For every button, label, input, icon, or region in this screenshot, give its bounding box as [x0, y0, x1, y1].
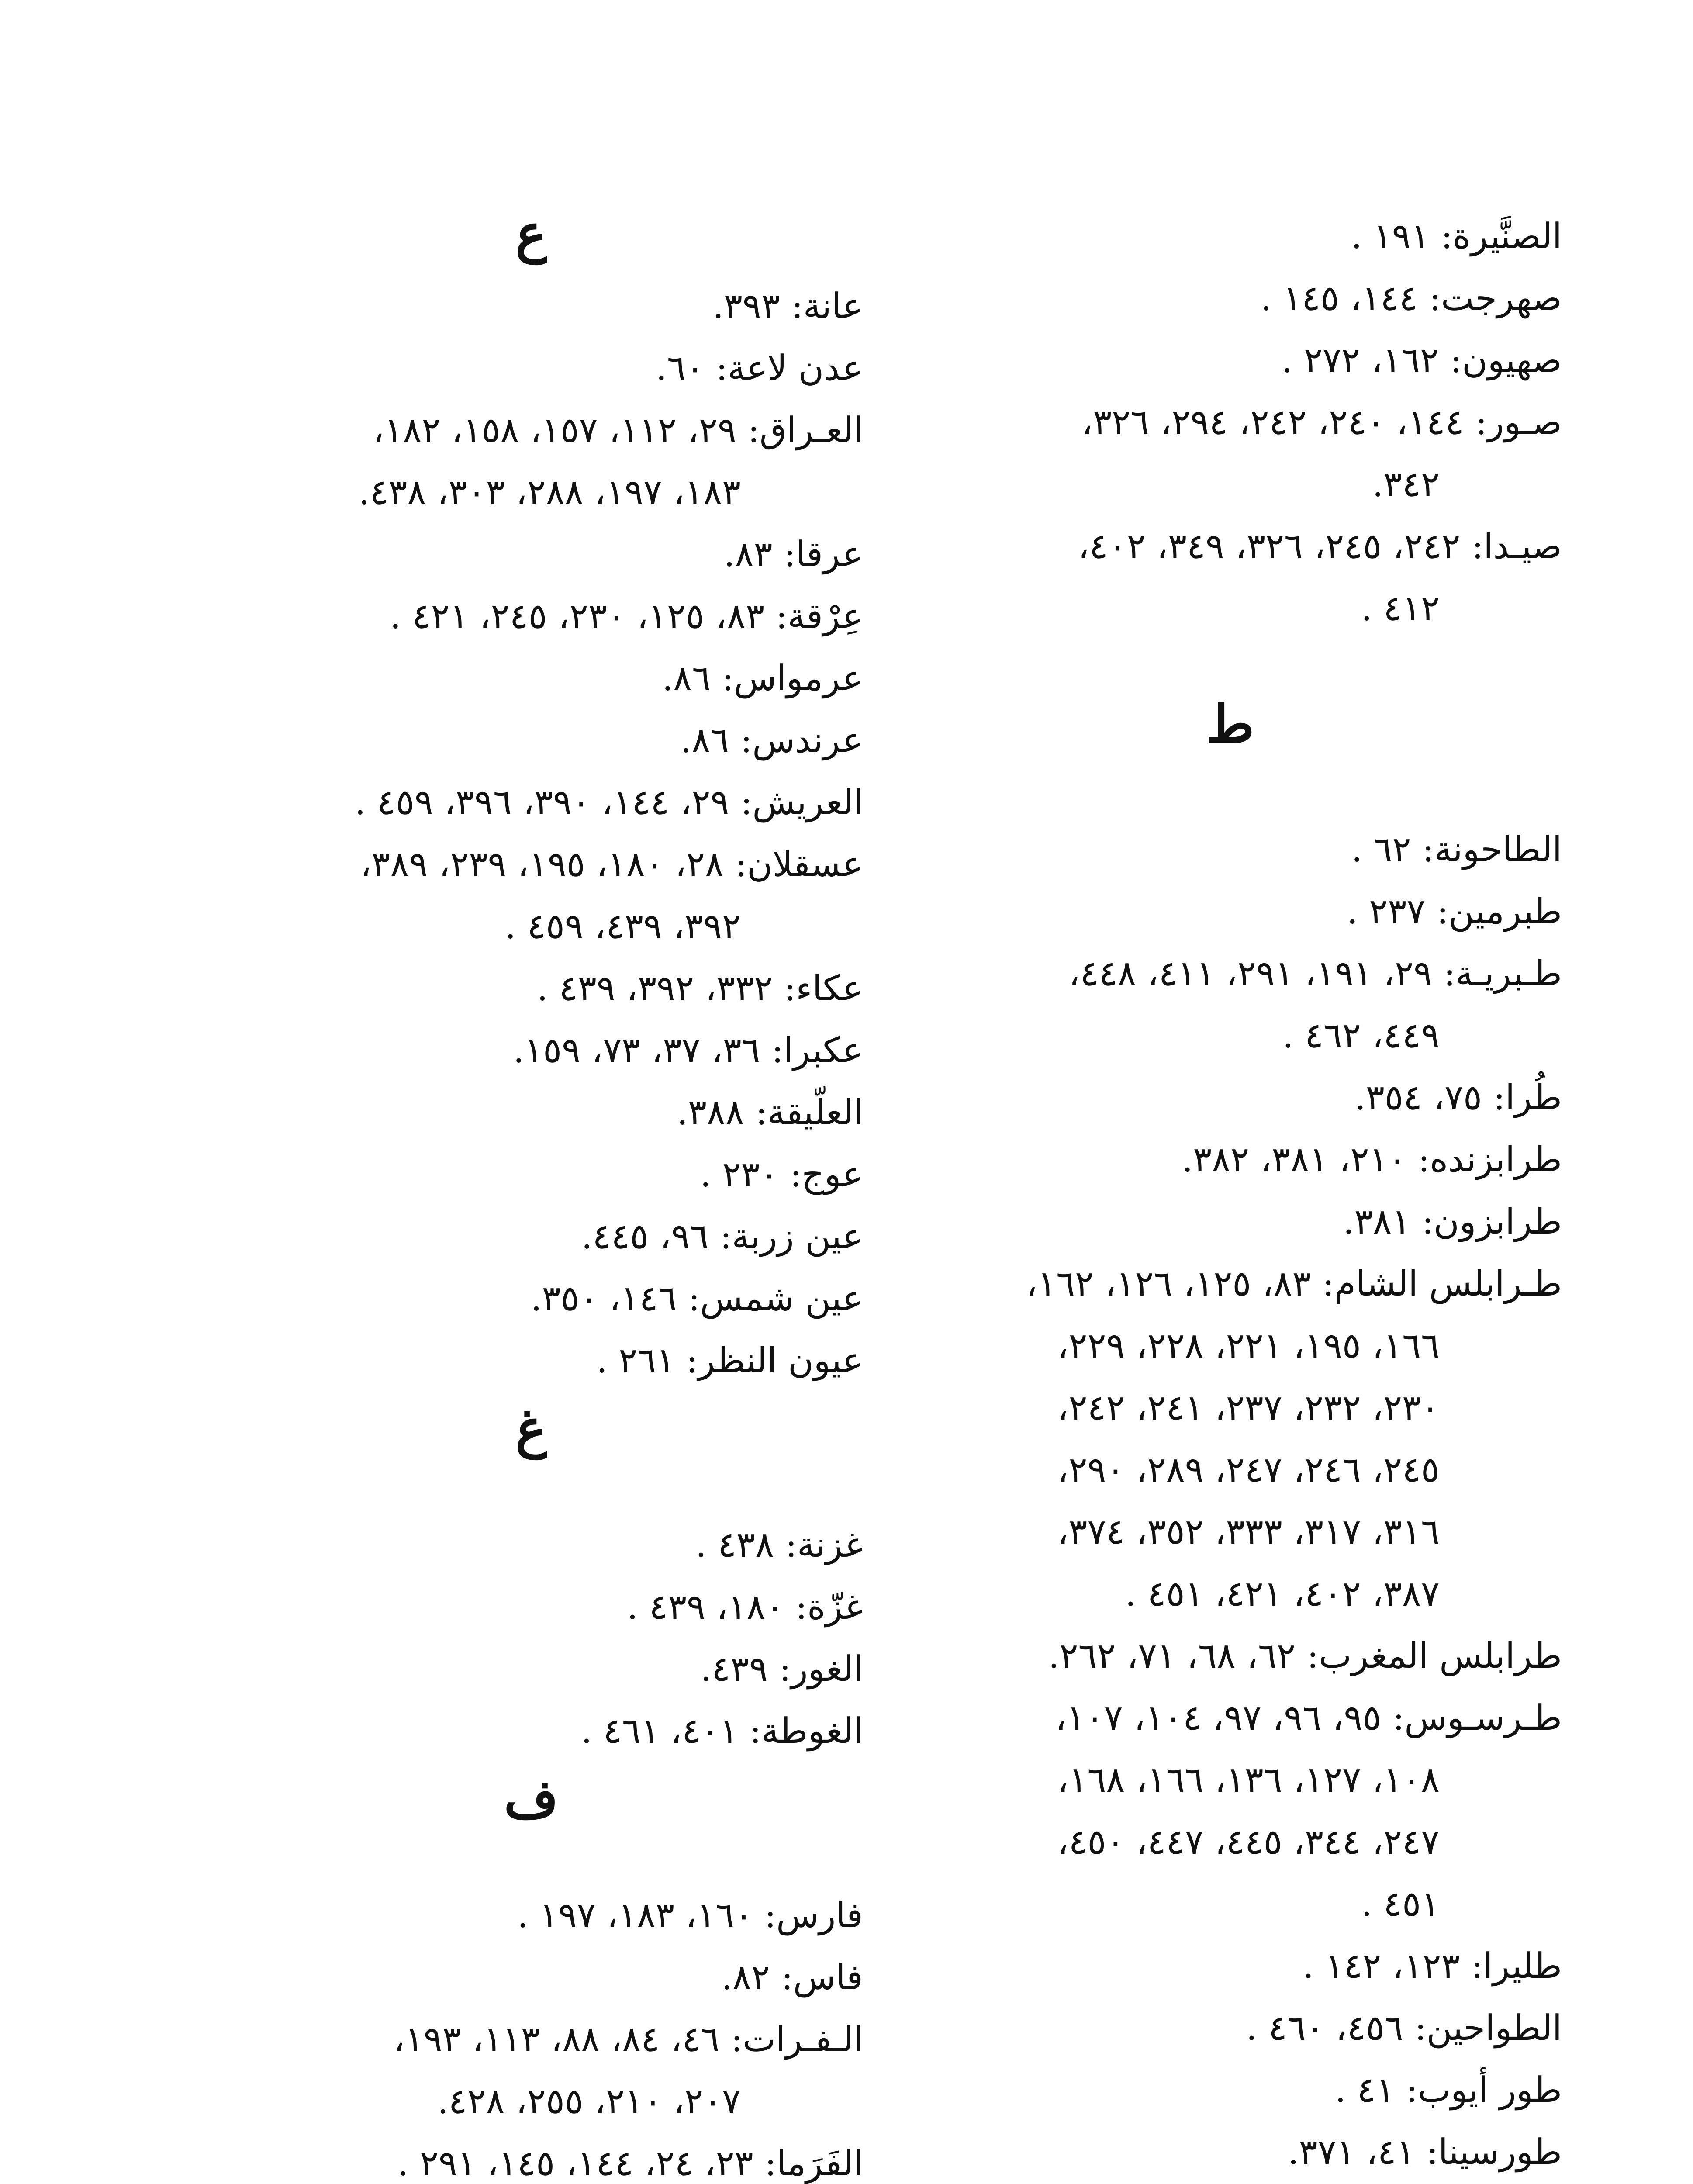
place-name: طليرا:	[1471, 1946, 1562, 1986]
page-references: ٣٨١.	[1343, 1201, 1411, 1242]
index-entry	[898, 1253, 1562, 1315]
section-letter: ط	[1206, 694, 1254, 755]
page-references: ٤٠١، ٤٦١ .	[581, 1711, 738, 1751]
index-entry	[898, 819, 1562, 881]
page-references-continued: ٤١٢ .	[1361, 588, 1440, 629]
page-references: ١٤٤، ١٤٥ .	[1261, 278, 1418, 318]
place-name: الغور:	[779, 1648, 863, 1689]
place-name: العريش:	[740, 782, 863, 822]
index-entry	[898, 1687, 1562, 1749]
place-name: عسقلان:	[735, 844, 863, 885]
page-references: ٤٦، ٨٤، ٨٨، ١١٣، ١٩٣،	[393, 2019, 720, 2060]
index-entry	[199, 1576, 863, 1638]
page-references: ٤١ .	[1335, 2070, 1395, 2110]
place-name: طـبريـة:	[1444, 953, 1562, 994]
place-name: عوج:	[790, 1154, 863, 1195]
index-entry	[199, 2008, 863, 2070]
place-name: عرندس:	[740, 720, 863, 760]
page-references: ٨٣.	[724, 534, 773, 574]
page-references: ٢٣٠ .	[700, 1154, 779, 1195]
page-references: ٣٣٢، ٣٩٢، ٤٣٩ .	[537, 968, 773, 1009]
page-references: ٣٨٨.	[677, 1092, 744, 1133]
index-entry	[898, 2121, 1562, 2183]
index-entry	[199, 833, 863, 895]
place-name: طـرابلس الشام:	[1322, 1263, 1562, 1304]
index-entry	[199, 585, 863, 647]
place-name: عكاء:	[784, 968, 863, 1009]
page-references-continued: ١٦٦، ١٩٥، ٢٢١، ٢٢٨، ٢٢٩، ٢٣٠، ٢٣٢، ٢٣٧، ٢٤١، ٢٤٢، ٢٤٥، ٢٤٦، ٢٤٧، ٢٨٩، ٢٩٠، ٣١٦، ٣١٧، ٣٣٣، ٣٥٢، ٣٧٤، ٣٨٧، ٤٠٢، ٤٢١، ٤٥١ .	[1057, 1325, 1440, 1614]
index-entry	[199, 1144, 863, 1206]
page-references: ٩٥، ٩٦، ٩٧، ١٠٤، ١٠٧،	[1055, 1697, 1382, 1738]
page-references: ٢٣٧ .	[1347, 891, 1426, 932]
index-entry	[199, 1884, 863, 1946]
page-references: ١٤٦، ٣٥٠.	[531, 1278, 677, 1319]
page-references-continued: ٣٩٢، ٤٣٩، ٤٥٩ .	[504, 906, 741, 947]
index-entry	[199, 647, 863, 709]
page-references-continued: ٣٤٢.	[1372, 464, 1440, 505]
index-entry	[199, 275, 863, 337]
place-name: الفَرَما:	[764, 2143, 863, 2184]
index-entry	[199, 709, 863, 771]
place-name: عين شمس:	[688, 1278, 863, 1319]
place-name: غزّة:	[795, 1586, 863, 1627]
place-name: عيون النظر:	[686, 1340, 863, 1381]
section-letter: ع	[515, 203, 547, 264]
page-references: ٦٠.	[656, 348, 705, 388]
page-references: ٤٣٩.	[700, 1648, 768, 1689]
left-column	[199, 205, 863, 2184]
place-name: عرقا:	[784, 534, 863, 574]
index-entry	[199, 1019, 863, 1082]
index-entry	[199, 399, 863, 461]
page-references: ٨٢.	[721, 1957, 770, 1997]
page-references: ٧٥، ٣٥٤.	[1354, 1077, 1482, 1118]
page-references: ٢٩، ١١٢، ١٥٧، ١٥٨، ١٨٢،	[373, 410, 736, 450]
index-entry	[898, 329, 1562, 391]
index-entry	[199, 337, 863, 399]
page-references: ٤٣٨ .	[695, 1524, 774, 1565]
index-entry	[898, 1129, 1562, 1191]
page-references: ٨٣، ١٢٥، ٢٣٠، ٢٤٥، ٤٢١ .	[390, 596, 765, 636]
index-entry	[898, 943, 1562, 1005]
index-entry	[898, 515, 1562, 577]
index-entry	[898, 1997, 1562, 2059]
place-name: عرمواس:	[722, 658, 863, 698]
place-name: طرابزنده:	[1418, 1139, 1562, 1180]
page-references: ٦٢، ٦٨، ٧١، ٢٦٢.	[1048, 1635, 1296, 1676]
index-entry	[199, 1700, 863, 1762]
place-name: غزنة:	[785, 1524, 863, 1565]
place-name: الصنَّيرة:	[1441, 216, 1562, 256]
index-entry	[199, 523, 863, 585]
page-references-continued: ١٨٣، ١٩٧، ٢٨٨، ٣٠٣، ٤٣٨.	[359, 472, 741, 512]
place-name: فارس:	[764, 1895, 863, 1935]
place-name: عكبرا:	[771, 1030, 863, 1071]
page-references: ٤٥٦، ٤٦٠ .	[1246, 2008, 1403, 2048]
page-references: ١٦٠، ١٨٣، ١٩٧ .	[517, 1895, 753, 1935]
index-entry	[898, 1935, 1562, 1997]
place-name: طرابزون:	[1422, 1201, 1562, 1242]
place-name: عِرْقة:	[776, 596, 863, 636]
index-entry	[199, 1206, 863, 1268]
page-references: ٦٢ .	[1351, 829, 1411, 870]
page-references: ٣٦، ٣٧، ٧٣، ١٥٩.	[513, 1030, 760, 1071]
page-references: ١٩١ .	[1351, 216, 1430, 256]
place-name: صهيون:	[1450, 340, 1562, 380]
place-name: طورسينا:	[1426, 2132, 1562, 2172]
index-entry	[199, 1082, 863, 1144]
page-references: ٢٦١ .	[596, 1340, 675, 1381]
right-column	[898, 205, 1562, 2183]
page-references: ١٦٢، ٢٧٢ .	[1282, 340, 1439, 380]
page-references: ٢٤٢، ٢٤٥، ٣٢٦، ٣٤٩، ٤٠٢،	[1078, 526, 1461, 567]
place-name: عين زربة:	[720, 1216, 863, 1257]
page-references-continued: ٤٤٩، ٤٦٢ .	[1282, 1015, 1440, 1056]
index-entry	[898, 267, 1562, 329]
index-entry	[199, 1514, 863, 1576]
page-references: ٢١٠، ٣٨١، ٣٨٢.	[1182, 1139, 1407, 1180]
index-entry	[199, 957, 863, 1019]
place-name: العـراق:	[747, 410, 863, 450]
index-entry	[898, 1191, 1562, 1253]
index-entry	[199, 1946, 863, 2008]
section-letter: ف	[504, 1768, 559, 1830]
place-name: طـرسـوس:	[1392, 1697, 1562, 1738]
page-references: ٢٨، ١٨٠، ١٩٥، ٢٣٩، ٣٨٩،	[360, 844, 724, 885]
index-entry	[898, 1625, 1562, 1687]
index-entry	[199, 1268, 863, 1330]
index-entry	[199, 1330, 863, 1392]
index-entry	[898, 2059, 1562, 2121]
page-references: ٢٩، ١٩١، ٢٩١، ٤١١، ٤٤٨،	[1068, 953, 1433, 994]
place-name: الطاحونة:	[1422, 829, 1562, 870]
page-references: ٨٦.	[680, 720, 729, 760]
page-references: ٨٦.	[662, 658, 711, 698]
index-entry	[898, 205, 1562, 267]
index-entry	[199, 2132, 863, 2184]
section-letter: غ	[515, 1398, 547, 1459]
place-name: طور أيوب:	[1406, 2070, 1562, 2110]
page-references: ٣٩٣.	[712, 286, 780, 326]
place-name: الطواحين:	[1414, 2008, 1562, 2048]
place-name: صهرجت:	[1429, 278, 1562, 318]
place-name: صـور:	[1475, 402, 1562, 442]
place-name: عانة:	[791, 286, 863, 326]
index-entry	[199, 1638, 863, 1700]
page-references: ١٢٣، ١٤٢ .	[1303, 1946, 1460, 1986]
page-references: ١٤٤، ٢٤٠، ٢٤٢، ٢٩٤، ٣٢٦،	[1081, 402, 1464, 442]
index-entry	[898, 1067, 1562, 1129]
page-references: ١٨٠، ٤٣٩ .	[627, 1586, 784, 1627]
page-references: ٢٩، ١٤٤، ٣٩٠، ٣٩٦، ٤٥٩ .	[355, 782, 729, 822]
place-name: طرابلس المغرب:	[1306, 1635, 1562, 1676]
page-references-continued: ٢٠٧، ٢١٠، ٢٥٥، ٤٢٨.	[437, 2081, 741, 2122]
place-name: فاس:	[781, 1957, 863, 1997]
index-entry	[898, 881, 1562, 943]
place-name: عدن لاعة:	[715, 348, 863, 388]
page-references: ٨٣، ١٢٥، ١٢٦، ١٦٢،	[1026, 1263, 1311, 1304]
place-name: صيـدا:	[1472, 526, 1562, 567]
page-references: ٤١، ٣٧١.	[1288, 2132, 1415, 2172]
page-references: ٩٦، ٤٤٥.	[581, 1216, 709, 1257]
index-entry	[898, 391, 1562, 453]
page-references-continued: ١٠٨، ١٢٧، ١٣٦، ١٦٦، ١٦٨، ٢٤٧، ٣٤٤، ٤٤٥، ٤٤٧، ٤٥٠، ٤٥١ .	[1057, 1759, 1440, 1924]
place-name: طُرا:	[1493, 1077, 1562, 1118]
place-name: الـفـرات:	[731, 2019, 863, 2060]
place-name: العلّيقة:	[755, 1092, 863, 1133]
place-name: طبرمين:	[1437, 891, 1562, 932]
place-name: الغوطة:	[749, 1711, 863, 1751]
page-references: ٢٣، ٢٤، ١٤٤، ١٤٥، ٢٩١ .	[397, 2143, 753, 2184]
index-entry	[199, 771, 863, 833]
